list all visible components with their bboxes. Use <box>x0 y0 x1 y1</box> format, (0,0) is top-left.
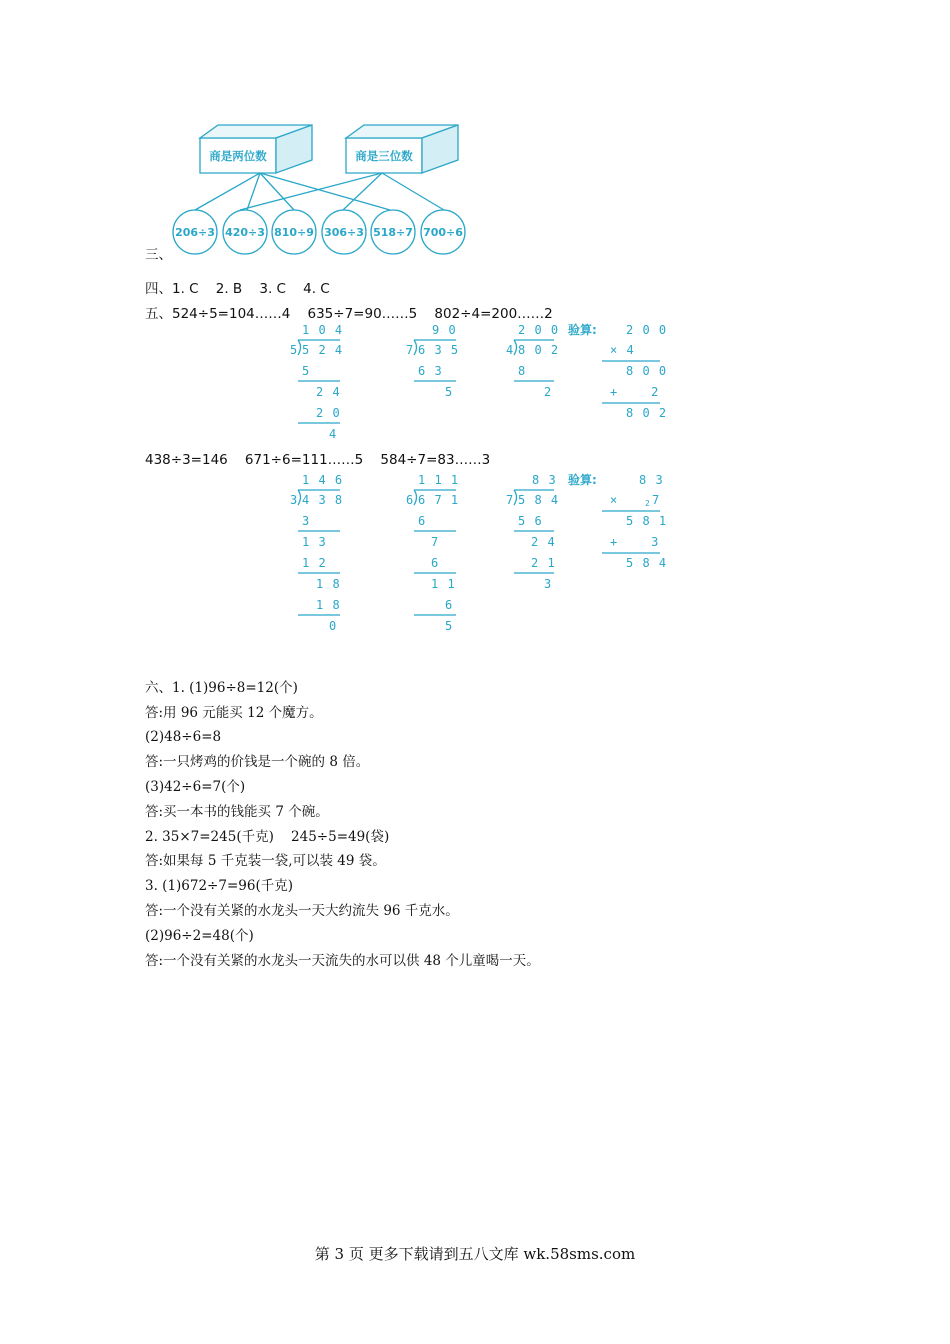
step: 3 <box>302 514 311 528</box>
step: 1 1 <box>431 577 456 591</box>
divisor: 3 <box>290 493 299 507</box>
matching-diagram <box>160 118 480 258</box>
check-label: 验算: <box>568 323 597 337</box>
quotient: 1 0 4 <box>302 323 344 337</box>
step: 0 <box>329 619 338 633</box>
step: 6 <box>431 556 440 570</box>
box-label-two-digit: 商是两位数 <box>209 149 267 163</box>
quotient: 8 3 <box>532 473 557 487</box>
step: 5 <box>302 364 311 378</box>
step: 4 <box>329 427 338 441</box>
vertical-calculations-row2 <box>280 468 680 638</box>
check-product: 5 8 1 <box>626 514 668 528</box>
divisor: 5 <box>290 343 299 357</box>
section-6-line: 答:买一本书的钱能买 7 个碗。 <box>145 803 329 820</box>
section-5-row2-equations: 438÷3=146 671÷6=111……5 584÷7=83……3 <box>145 452 491 468</box>
step: 5 6 <box>518 514 543 528</box>
dividend: 8 0 2 <box>518 343 560 357</box>
page-footer: 第 3 页 更多下载请到五八文库 wk.58sms.com <box>314 1245 636 1263</box>
check-carry: 2 <box>645 499 651 508</box>
section-6 <box>145 651 540 998</box>
step: 3 <box>544 577 553 591</box>
section-6-line: (2)48÷6=8 <box>145 729 222 746</box>
divisor: 4 <box>506 343 515 357</box>
check-product: 8 0 0 <box>626 364 668 378</box>
quotient: 2 0 0 <box>518 323 560 337</box>
circle-expression: 700÷6 <box>423 226 463 239</box>
section-4-label: 四、 <box>145 281 172 297</box>
step: 8 <box>518 364 527 378</box>
section-6-line: (2)96÷2=48(个) <box>145 927 254 944</box>
box-label-three-digit: 商是三位数 <box>355 149 413 163</box>
step: 2 <box>544 385 553 399</box>
check-result: 5 8 4 <box>626 556 668 570</box>
step: 1 3 <box>302 535 327 549</box>
circle-expression: 810÷9 <box>274 226 314 239</box>
quotient: 1 1 1 <box>418 473 460 487</box>
check-top: 8 3 <box>639 473 664 487</box>
circle-expression: 420÷3 <box>225 226 265 239</box>
step: 2 4 <box>531 535 556 549</box>
section-5-row1-equations: 524÷5=104……4 635÷7=90……5 802÷4=200……2 <box>172 306 553 322</box>
check-result: 8 0 2 <box>626 406 668 420</box>
step: 6 <box>418 514 427 528</box>
check-addend: + 3 <box>610 535 660 549</box>
divisor: 6 <box>406 493 415 507</box>
section-6-line: (3)42÷6=7(个) <box>145 778 246 795</box>
step: 1 8 <box>316 577 341 591</box>
section-6-line: 六、1. (1)96÷8=12(个) <box>145 679 298 696</box>
dividend: 6 3 5 <box>418 343 460 357</box>
check-multiplier: × <box>610 493 619 507</box>
step: 1 2 <box>302 556 327 570</box>
divisor: 7 <box>406 343 415 357</box>
section-4 <box>145 277 330 297</box>
check-multiplier: × 4 <box>610 343 635 357</box>
step: 2 4 <box>316 385 341 399</box>
step: 7 <box>431 535 440 549</box>
step: 2 1 <box>531 556 556 570</box>
step: 6 <box>445 598 454 612</box>
section-4-answers: 1. C 2. B 3. C 4. C <box>172 281 330 297</box>
step: 5 <box>445 385 454 399</box>
vertical-calculations-row1 <box>280 318 680 448</box>
quotient: 9 0 <box>432 323 457 337</box>
circle-expression: 306÷3 <box>324 226 364 239</box>
circle-expression: 206÷3 <box>175 226 215 239</box>
section-6-line: 3. (1)672÷7=96(千克) <box>145 878 293 895</box>
dividend: 5 8 4 <box>518 493 560 507</box>
section-6-line: 答:如果每 5 千克装一袋,可以装 49 袋。 <box>145 853 386 870</box>
dividend: 5 2 4 <box>302 343 344 357</box>
step: 5 <box>445 619 454 633</box>
step: 2 0 <box>316 406 341 420</box>
dividend: 6 7 1 <box>418 493 460 507</box>
section-6-line: 答:一个没有关紧的水龙头一天流失的水可以供 48 个儿童喝一天。 <box>145 952 540 969</box>
quotient: 1 4 6 <box>302 473 344 487</box>
section-6-line: 答:一只烤鸡的价钱是一个碗的 8 倍。 <box>145 754 370 771</box>
check-top: 2 0 0 <box>626 323 668 337</box>
section-6-line: 2. 35×7=245(千克) 245÷5=49(袋) <box>145 828 390 845</box>
dividend: 4 3 8 <box>302 493 344 507</box>
section-6-line: 答:一个没有关紧的水龙头一天大约流失 96 千克水。 <box>145 902 459 919</box>
step: 1 8 <box>316 598 341 612</box>
section-5-label: 五、 <box>145 306 172 322</box>
check-multiplier-number: 7 <box>652 493 661 507</box>
check-addend: + 2 <box>610 385 660 399</box>
check-label: 验算: <box>568 473 597 487</box>
divisor: 7 <box>506 493 515 507</box>
section-3-label: 三、 <box>145 247 172 263</box>
circle-expression: 518÷7 <box>373 226 413 239</box>
section-6-line: 答:用 96 元能买 12 个魔方。 <box>145 704 323 721</box>
step: 6 3 <box>418 364 443 378</box>
